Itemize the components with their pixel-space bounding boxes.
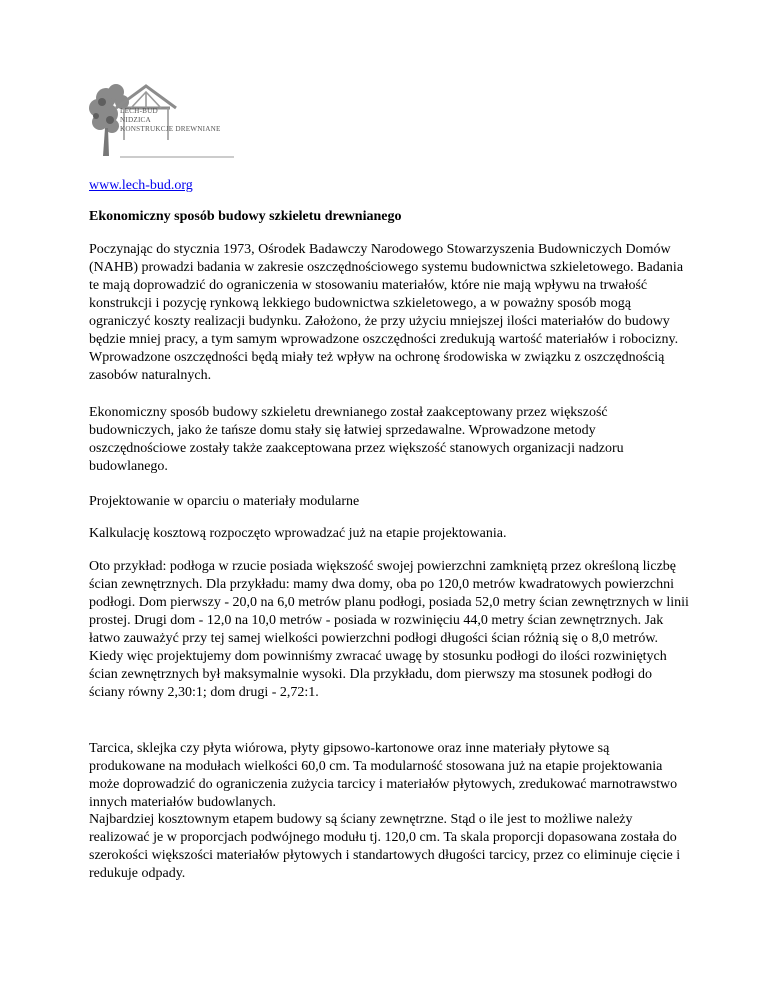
- paragraph: Kalkulację kosztową rozpoczęto wprowadzać już na etapie projektowania.: [89, 526, 507, 541]
- paragraph: Ekonomiczny sposób budowy szkieletu drewnianego został zaakceptowany przez większość budowniczych, jako że tańsze domu stały się łatwiej sprzedawalne. Wprowadzone metody oszczędnościowe zostały także zaakceptowana przez większość stanowych organizacji nadzoru budowlanego.: [89, 405, 624, 474]
- paragraph: Tarcica, sklejka czy płyta wiórowa, płyty gipsowo-kartonowe oraz inne materiały płytowe są produkowane na modułach wielkości 60,0 cm. Ta modularność stosowana już na etapie projektowania może doprowadzić do ograniczenia zużycia tarcicy i materiałów płytowych, zredukować marnotrawstwo innych materiałów budowlanych.: [89, 741, 678, 810]
- document-title: Ekonomiczny sposób budowy szkieletu drewnianego: [89, 209, 402, 224]
- logo-line-3: KONSTRUKCJE DREWNIANE: [120, 125, 221, 133]
- section-heading: Projektowanie w oparciu o materiały modularne: [89, 494, 360, 509]
- paragraph: Najbardziej kosztownym etapem budowy są ściany zewnętrzne. Stąd o ile jest to możliwe należy realizować je w proporcjach podwójnego modułu tj. 120,0 cm. Ta skala proporcji dopasowana została do szerokości większości materiałów płytowych i standartowych długości tarcicy, przez co eliminuje cięcie i redukuje odpady.: [89, 812, 681, 881]
- logo-line-1: LECH-BUD: [120, 107, 158, 115]
- paragraph: Oto przykład: podłoga w rzucie posiada większość swojej powierzchni zamkniętą przez określoną liczbę ścian zewnętrznych. Dla przykładu: mamy dwa domy, oba po 120,0 metrów kwadratowych powierzchni podłogi. Dom pierwszy - 20,0 na 6,0 metrów planu podłogi, posiada 52,0 metry ścian zewnętrznych w linii prostej. Drugi dom - 12,0 na 10,0 metrów - posiada w rozwinięciu 44,0 metry ścian zewnętrznych. Jak łatwo zauważyć przy tej samej wielkości powierzchni podłogi długości ścian różnią się o 8,0 metrów. Kiedy więc projektujemy dom powinniśmy zwracać uwagę by stosunku podłogi do ilości rozwiniętych ścian zewnętrznych był maksymalnie wysoki. Dla przykładu, dom pierwszy ma stosunek podłogi do ściany równy 2,30:1; dom drugi - 2,72:1.: [89, 559, 689, 700]
- company-logo: [86, 78, 256, 160]
- logo-line-2: NIDZICA: [120, 116, 151, 124]
- website-link[interactable]: www.lech-bud.org: [89, 178, 193, 193]
- paragraph: Poczynając do stycznia 1973, Ośrodek Badawczy Narodowego Stowarzyszenia Budowniczych Domów (NAHB) prowadzi badania w zakresie oszczędnościowego systemu budownictwa szkieletowego. Badania te mają doprowadzić do ograniczenia w stosowaniu materiałów, które nie mają wpływu na trwałość konstrukcji i pozycję rynkową lekkiego budownictwa szkieletowego, a w poważny sposób mogą ograniczyć koszty realizacji budynku. Założono, że przy użyciu mniejszej ilości materiałów do budowy będzie mniej pracy, a tym samym wprowadzone oszczędności zredukują wartość materiałów i robocizny. Wprowadzone oszczędności będą miały też wpływ na ochronę środowiska w związku z oszczędnością zasobów naturalnych.: [89, 242, 684, 383]
